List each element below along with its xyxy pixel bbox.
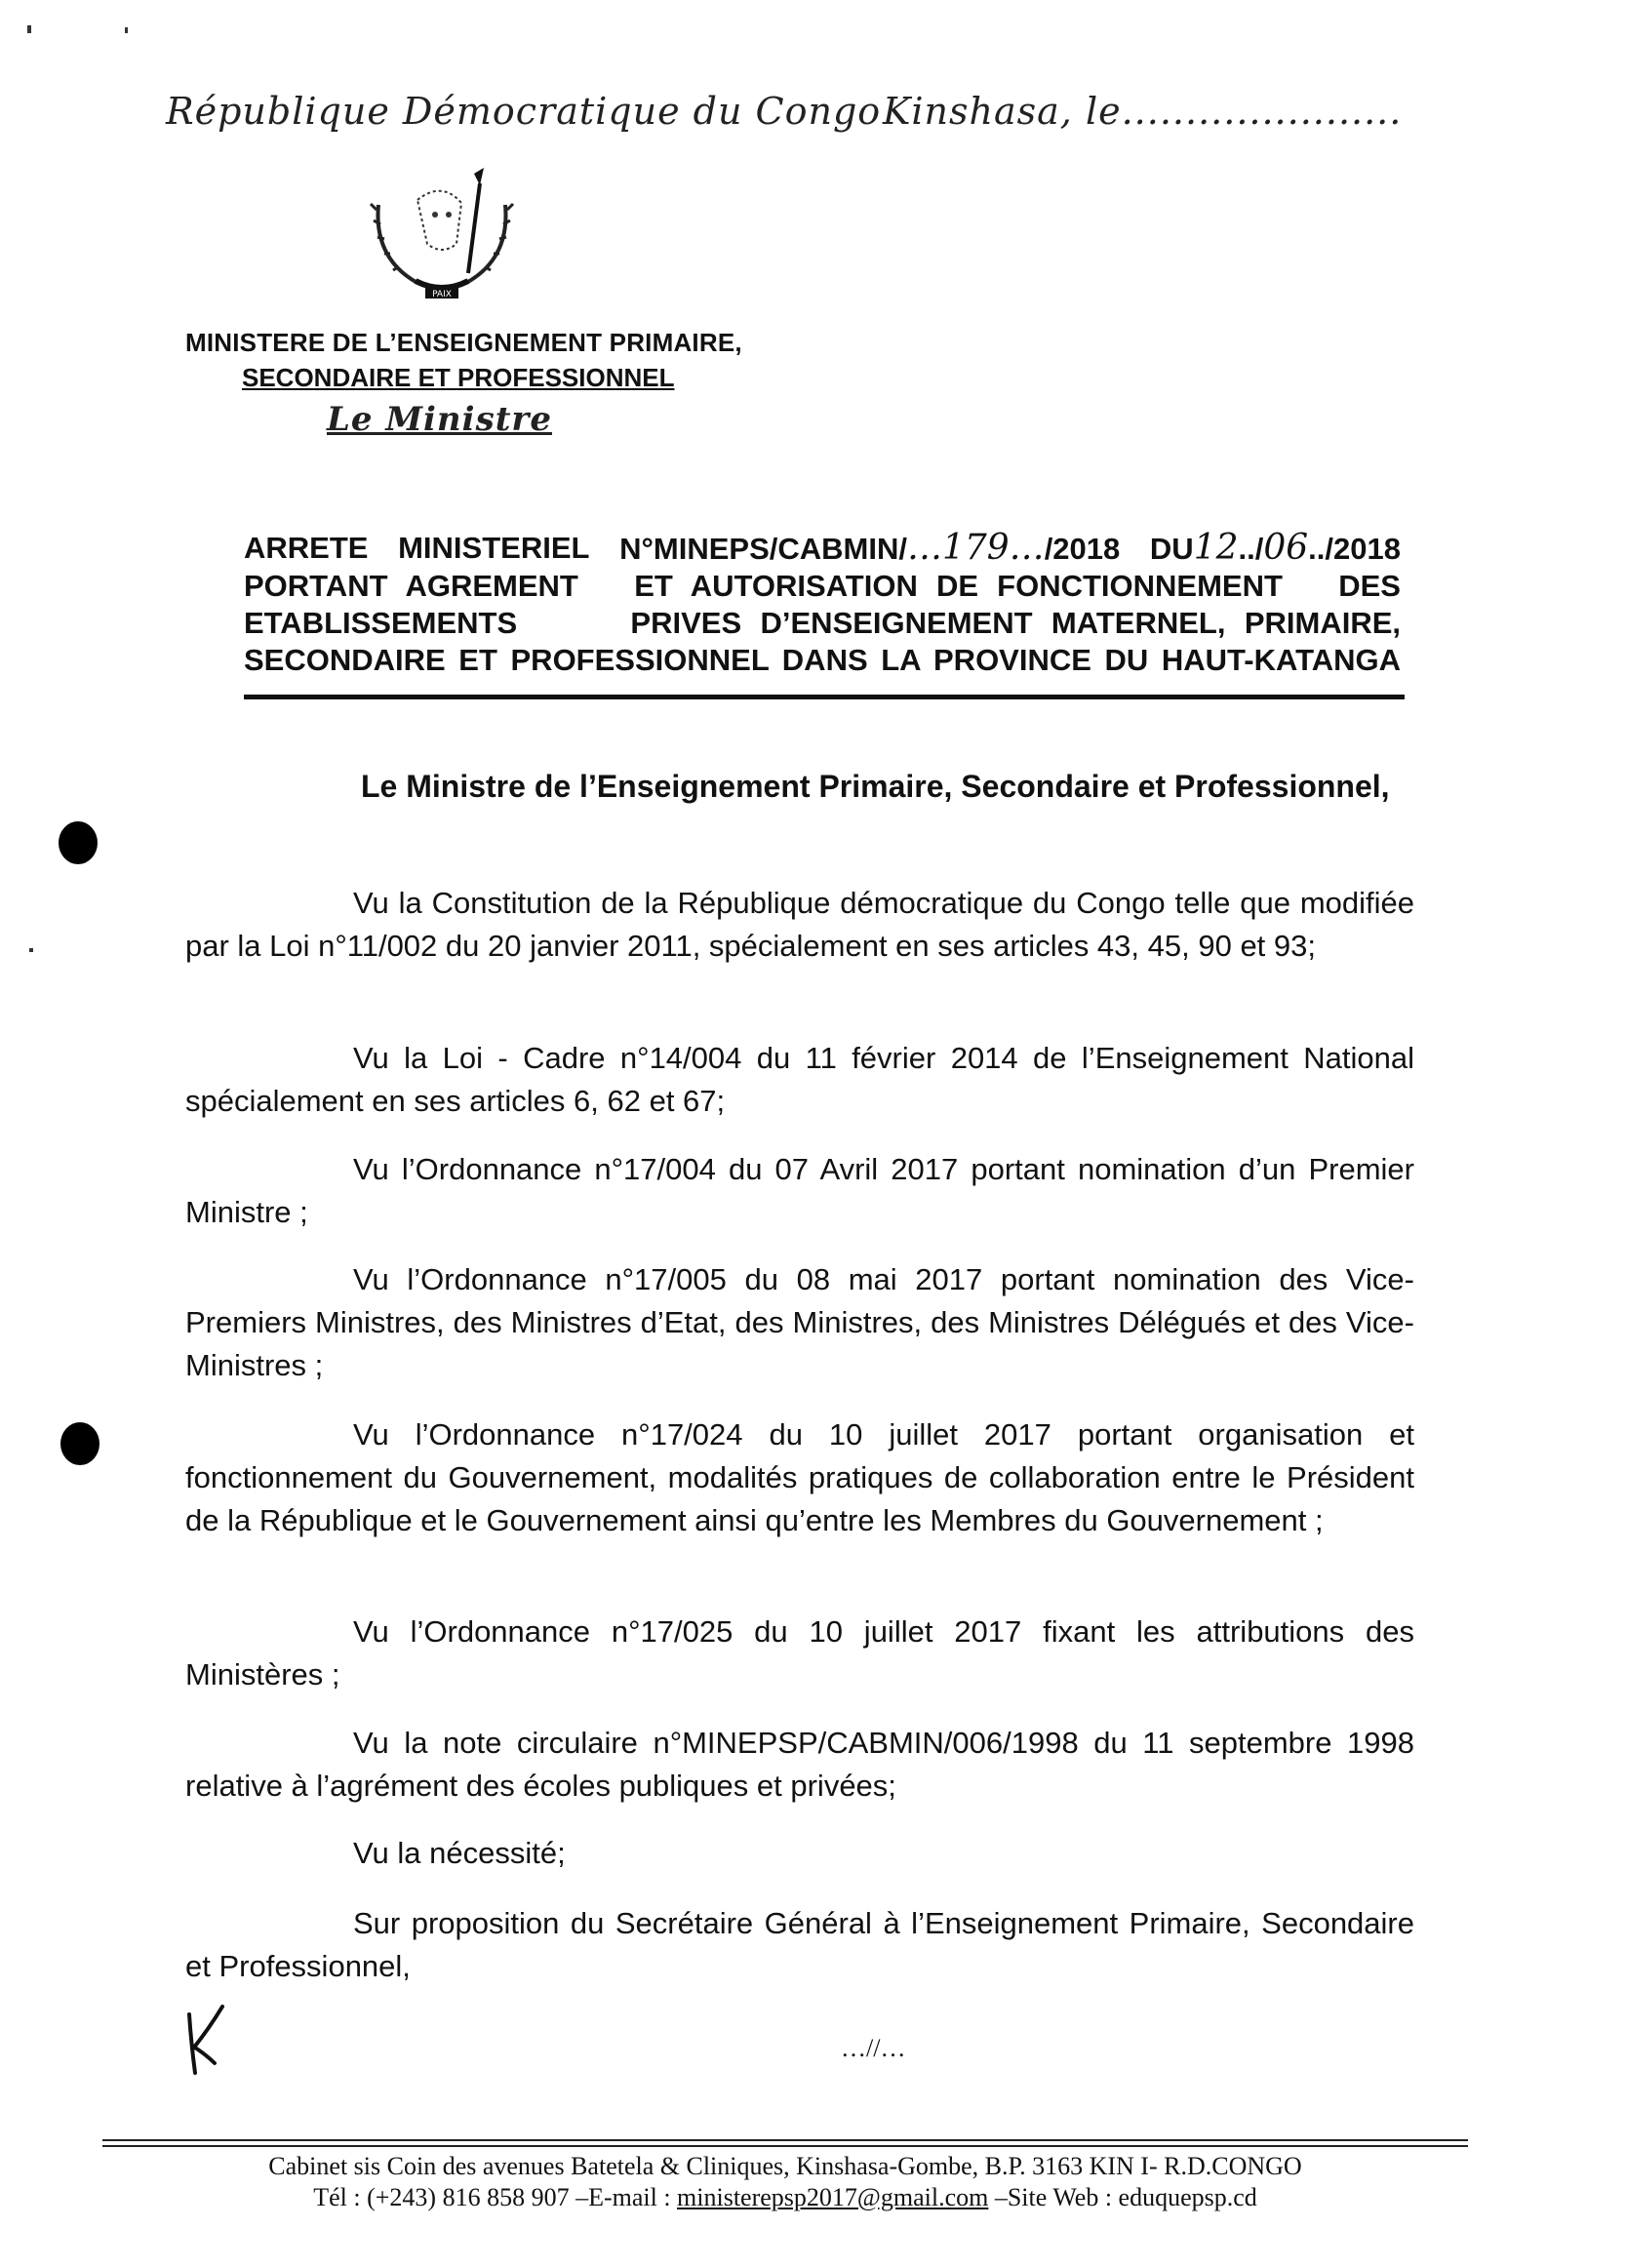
place-date: Kinshasa, le......................	[883, 90, 1403, 133]
visa-paragraph: Sur proposition du Secrétaire Général à l’Enseignement Primaire, Secondaire et Professionnel,	[185, 1906, 1414, 1983]
decree-title-line2: PORTANT AGREMENT ET AUTORISATION DE FONCTIONNEMENT DES	[244, 569, 1401, 603]
visa-paragraph: Vu la Loi - Cadre n°14/004 du 11 février 2014 de l’Enseignement National spécialement en ses articles 6, 62 et 67;	[185, 1041, 1414, 1118]
handwritten-month: 06	[1263, 528, 1309, 568]
decree-reference: N°MINEPS/CABMIN/…179…/2018	[619, 528, 1121, 568]
ministry-name-line1: MINISTERE DE L’ENSEIGNEMENT PRIMAIRE,	[185, 328, 742, 357]
handwritten-day: 12	[1193, 528, 1239, 568]
signature-title: Le Ministre	[327, 400, 552, 439]
visa-paragraph: Vu l’Ordonnance n°17/004 du 07 Avril 2017 portant nomination d’un Premier Ministre ;	[185, 1152, 1414, 1229]
footer-rule	[102, 2139, 1468, 2141]
decree-title-line4: SECONDAIRE ET PROFESSIONNEL DANS LA PROVINCE DU HAUT-KATANGA	[244, 643, 1401, 677]
footer-address: Cabinet sis Coin des avenues Batetela & Cliniques, Kinshasa-Gombe, B.P. 3163 KIN I- R.D.CONGO	[268, 2152, 1302, 2180]
visa-paragraph: Vu l’Ordonnance n°17/025 du 10 juillet 2017 fixant les attributions des Ministères ;	[185, 1614, 1414, 1691]
country-header: République Démocratique du Congo	[166, 90, 882, 133]
footer	[102, 2151, 1468, 2213]
visa-paragraph: Vu la Constitution de la République démocratique du Congo telle que modifiée par la Loi n°11/002 du 20 janvier 2011, spécialement en ses articles 43, 45, 90 et 93;	[185, 886, 1414, 963]
scan-mark	[27, 25, 31, 33]
punch-hole	[60, 1422, 99, 1465]
footer-rule	[102, 2145, 1468, 2147]
national-coat-of-arms-icon	[359, 166, 525, 302]
crest-motto: PAIX	[432, 290, 452, 299]
punch-hole	[59, 821, 98, 864]
decree-date: DU12../06../2018	[1149, 528, 1401, 568]
decree-title	[244, 530, 1401, 679]
visa-paragraph: Vu la nécessité;	[353, 1836, 566, 1870]
ministry-name-line2: SECONDAIRE ET PROFESSIONNEL	[242, 363, 675, 392]
handwritten-initial-icon	[181, 2005, 230, 2078]
footer-email-link[interactable]: ministerepsp2017@gmail.com	[677, 2183, 989, 2211]
visa-paragraph: Vu l’Ordonnance n°17/005 du 08 mai 2017 portant nomination des Vice-Premiers Ministres, des Ministres d’Etat, des Ministres, des Ministres Délégués et des Vice-Ministres ;	[185, 1262, 1414, 1382]
visa-paragraph: Vu l’Ordonnance n°17/024 du 10 juillet 2017 portant organisation et fonctionnement du Gouvernement, modalités pratiques de collaboration entre le Président de la République et le Gouvernement ainsi qu’entre les Membres du Gouvernement ;	[185, 1417, 1414, 1537]
scan-mark	[29, 948, 33, 952]
footer-contact: Tél : (+243) 816 858 907 –E-mail : ministerepsp2017@gmail.com –Site Web : eduquepsp.cd	[313, 2183, 1257, 2211]
decree-title-line3: ETABLISSEMENTS PRIVES D’ENSEIGNEMENT MATERNEL, PRIMAIRE,	[244, 606, 1401, 640]
visa-paragraph: Vu la note circulaire n°MINEPSP/CABMIN/006/1998 du 11 septembre 1998 relative à l’agrément des écoles publiques et privées;	[185, 1726, 1414, 1803]
title-underline	[244, 695, 1405, 699]
continued-mark: …//…	[841, 2034, 906, 2062]
intro-paragraph: Le Ministre de l’Enseignement Primaire, Secondaire et Professionnel,	[361, 769, 1390, 804]
scan-mark	[125, 27, 128, 33]
handwritten-number: …179…	[906, 528, 1045, 568]
decree-title-line1: ARRETE MINISTERIEL N°MINEPS/CABMIN/…179…/2018 DU12../06../2018	[244, 528, 1401, 568]
